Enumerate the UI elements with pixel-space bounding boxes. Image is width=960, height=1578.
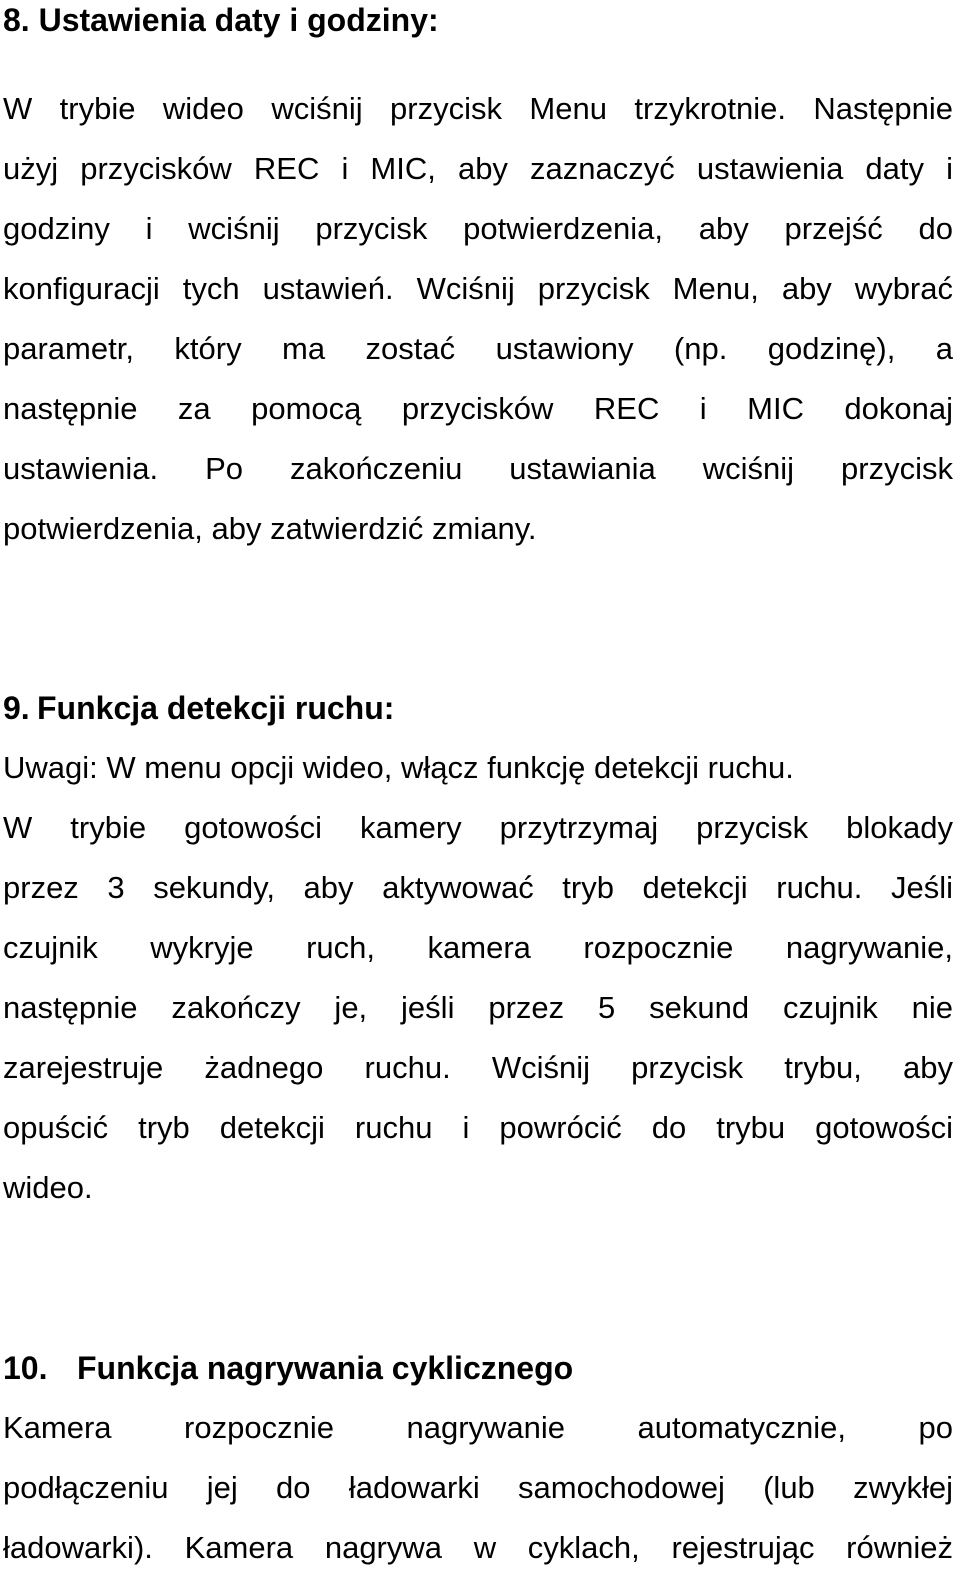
paragraph-line: czujnik wykryje ruch, kamera rozpocznie nagrywanie, [3, 930, 953, 965]
paragraph-line: W trybie gotowości kamery przytrzymaj przycisk blokady [3, 810, 953, 845]
paragraph-line: następnie zakończy je, jeśli przez 5 sekund czujnik nie [3, 990, 953, 1025]
paragraph-line: ładowarki). Kamera nagrywa w cyklach, rejestrując również [3, 1530, 953, 1565]
section-paragraph-date-time [3, 79, 953, 559]
paragraph-line: parametr, który ma zostać ustawiony (np. godzinę), a [3, 331, 953, 366]
paragraph-line: przez 3 sekundy, aby aktywować tryb detekcji ruchu. Jeśli [3, 870, 953, 905]
section-number: 10. [3, 1350, 48, 1386]
section-heading-loop-recording [3, 1348, 573, 1388]
section-paragraph-motion-detection [3, 738, 953, 1218]
paragraph-line: opuścić tryb detekcji ruchu i powrócić do trybu gotowości [3, 1110, 953, 1145]
section-title: Funkcja detekcji ruchu: [37, 690, 395, 726]
paragraph-line: użyj przycisków REC i MIC, aby zaznaczyć ustawienia daty i [3, 151, 953, 186]
section-paragraph-loop-recording [3, 1398, 953, 1578]
paragraph-line: podłączeniu jej do ładowarki samochodowej (lub zwykłej [3, 1470, 953, 1505]
paragraph-line: następnie za pomocą przycisków REC i MIC dokonaj [3, 391, 953, 426]
paragraph-line: Kamera rozpocznie nagrywanie automatycznie, po [3, 1410, 953, 1445]
paragraph-line: zarejestruje żadnego ruchu. Wciśnij przycisk trybu, aby [3, 1050, 953, 1085]
paragraph-line: ustawienia. Po zakończeniu ustawiania wciśnij przycisk [3, 451, 953, 486]
section-title: Funkcja nagrywania cyklicznego [77, 1350, 574, 1386]
paragraph-line: potwierdzenia, aby zatwierdzić zmiany. [3, 511, 537, 546]
paragraph-line: konfiguracji tych ustawień. Wciśnij przycisk Menu, aby wybrać [3, 271, 953, 306]
section-number: 9. [3, 690, 30, 726]
paragraph-line: Uwagi: W menu opcji wideo, włącz funkcję detekcji ruchu. [3, 750, 794, 785]
paragraph-line: W trybie wideo wciśnij przycisk Menu trzykrotnie. Następnie [3, 91, 953, 126]
paragraph-line: godziny i wciśnij przycisk potwierdzenia, aby przejść do [3, 211, 953, 246]
section-heading-motion-detection [3, 688, 394, 728]
paragraph-line: wideo. [3, 1170, 93, 1205]
section-number: 8. [3, 2, 30, 38]
section-title: Ustawienia daty i godziny: [38, 2, 439, 38]
section-heading-date-time [3, 0, 439, 40]
